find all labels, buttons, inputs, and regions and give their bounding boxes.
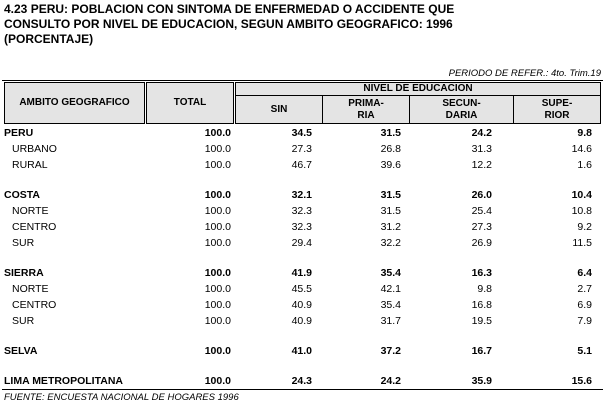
- title-line-3: (PORCENTAJE): [4, 32, 94, 46]
- cell-superior: 15.6: [571, 375, 592, 387]
- title-line-2: CONSULTO POR NIVEL DE EDUCACION, SEGUN AMBITO GEOGRAFICO: 1996: [4, 17, 453, 31]
- cell-superior: 11.5: [572, 237, 592, 249]
- cell-primaria: 31.2: [380, 221, 401, 233]
- cell-total: 100.0: [204, 143, 231, 155]
- cell-superior: 5.1: [577, 345, 592, 357]
- cell-primaria: 26.8: [380, 143, 401, 155]
- cell-total: 100.0: [204, 299, 231, 311]
- row-name: URBANO: [12, 143, 57, 155]
- cell-total: 100.0: [204, 237, 231, 249]
- table-row: [2, 282, 603, 297]
- cell-sin: 41.0: [291, 345, 312, 357]
- cell-primaria: 31.7: [380, 315, 401, 327]
- cell-secundaria: 26.9: [471, 237, 492, 249]
- header-secundaria: [409, 95, 514, 124]
- header-total: [146, 82, 234, 124]
- cell-sin: 34.5: [291, 127, 312, 139]
- table-row: [2, 188, 603, 203]
- cell-primaria: 31.5: [380, 189, 401, 201]
- header-primaria-line1: PRIMA-: [348, 97, 384, 109]
- header-secundaria-line1: SECUN-: [442, 97, 481, 109]
- header-superior-line2: RIOR: [544, 109, 570, 121]
- table-row: [2, 344, 603, 359]
- header-ambito-label: AMBITO GEOGRAFICO: [19, 97, 130, 108]
- table-row: [2, 158, 603, 173]
- table-row: [2, 266, 603, 281]
- table-top-rule: [2, 80, 603, 81]
- row-name: SELVA: [4, 345, 38, 357]
- header-nivel-label: NIVEL DE EDUCACION: [363, 83, 473, 94]
- header-secundaria-line2: DARIA: [445, 109, 478, 121]
- cell-secundaria: 19.5: [471, 315, 492, 327]
- cell-primaria: 31.5: [380, 127, 401, 139]
- cell-sin: 32.3: [291, 221, 312, 233]
- cell-total: 100.0: [204, 345, 231, 357]
- cell-sin: 32.1: [291, 189, 312, 201]
- cell-superior: 10.8: [571, 205, 592, 217]
- cell-primaria: 39.6: [380, 159, 401, 171]
- cell-secundaria: 31.3: [471, 143, 492, 155]
- table-bottom-rule: [2, 389, 603, 390]
- cell-primaria: 35.4: [380, 299, 401, 311]
- cell-superior: 2.7: [577, 283, 592, 295]
- header-sin-label: SIN: [270, 103, 288, 115]
- cell-total: 100.0: [204, 375, 231, 387]
- table-title: [4, 2, 600, 47]
- cell-secundaria: 9.8: [477, 283, 492, 295]
- cell-sin: 40.9: [291, 299, 312, 311]
- row-name: NORTE: [12, 283, 49, 295]
- cell-primaria: 32.2: [380, 237, 401, 249]
- cell-secundaria: 27.3: [471, 221, 492, 233]
- cell-secundaria: 25.4: [471, 205, 492, 217]
- cell-sin: 29.4: [291, 237, 312, 249]
- cell-superior: 9.2: [577, 221, 592, 233]
- cell-sin: 32.3: [291, 205, 312, 217]
- row-name: CENTRO: [12, 299, 57, 311]
- cell-superior: 7.9: [577, 315, 592, 327]
- cell-primaria: 31.5: [380, 205, 401, 217]
- cell-superior: 6.4: [577, 267, 592, 279]
- header-superior: [513, 95, 601, 124]
- cell-superior: 14.6: [571, 143, 592, 155]
- cell-sin: 41.9: [291, 267, 312, 279]
- row-name: COSTA: [4, 189, 40, 201]
- cell-superior: 6.9: [577, 299, 592, 311]
- table-row: [2, 220, 603, 235]
- cell-total: 100.0: [204, 189, 231, 201]
- reference-period: PERIODO DE REFER.: 4to. Trim.19: [448, 68, 601, 79]
- header-primaria-line2: RIA: [357, 109, 375, 121]
- cell-total: 100.0: [204, 159, 231, 171]
- row-name: LIMA METROPOLITANA: [4, 375, 123, 387]
- cell-superior: 10.4: [571, 189, 592, 201]
- cell-superior: 1.6: [577, 159, 592, 171]
- header-ambito: [4, 82, 145, 124]
- table-row: [2, 142, 603, 157]
- cell-secundaria: 12.2: [471, 159, 492, 171]
- cell-secundaria: 16.3: [471, 267, 492, 279]
- cell-total: 100.0: [204, 315, 231, 327]
- cell-total: 100.0: [204, 205, 231, 217]
- cell-superior: 9.8: [577, 127, 592, 139]
- header-sin: [235, 95, 323, 124]
- cell-sin: 40.9: [291, 315, 312, 327]
- cell-secundaria: 35.9: [471, 375, 492, 387]
- row-name: SIERRA: [4, 267, 44, 279]
- cell-primaria: 35.4: [380, 267, 401, 279]
- cell-primaria: 24.2: [380, 375, 401, 387]
- row-name: CENTRO: [12, 221, 57, 233]
- table-row: [2, 126, 603, 141]
- cell-sin: 46.7: [291, 159, 312, 171]
- table-row: [2, 236, 603, 251]
- source-note: FUENTE: ENCUESTA NACIONAL DE HOGARES 1996: [4, 392, 239, 403]
- table-row: [2, 314, 603, 329]
- cell-total: 100.0: [204, 221, 231, 233]
- row-name: SUR: [12, 237, 35, 249]
- row-name: PERU: [4, 127, 34, 139]
- cell-sin: 27.3: [291, 143, 312, 155]
- cell-sin: 45.5: [291, 283, 312, 295]
- cell-secundaria: 24.2: [471, 127, 492, 139]
- header-primaria: [322, 95, 410, 124]
- cell-total: 100.0: [204, 283, 231, 295]
- cell-total: 100.0: [204, 267, 231, 279]
- row-name: SUR: [12, 315, 35, 327]
- header-nivel: [235, 82, 601, 96]
- header-total-label: TOTAL: [173, 97, 207, 108]
- cell-total: 100.0: [204, 127, 231, 139]
- cell-secundaria: 16.8: [471, 299, 492, 311]
- cell-primaria: 42.1: [380, 283, 401, 295]
- row-name: NORTE: [12, 205, 49, 217]
- cell-sin: 24.3: [291, 375, 312, 387]
- table-row: [2, 374, 603, 389]
- table-row: [2, 204, 603, 219]
- table-row: [2, 298, 603, 313]
- header-superior-line1: SUPE-: [541, 97, 573, 109]
- cell-primaria: 37.2: [380, 345, 401, 357]
- cell-secundaria: 16.7: [471, 345, 492, 357]
- title-line-1: 4.23 PERU: POBLACION CON SINTOMA DE ENFERMEDAD O ACCIDENTE QUE: [4, 2, 455, 16]
- row-name: RURAL: [12, 159, 48, 171]
- cell-secundaria: 26.0: [471, 189, 492, 201]
